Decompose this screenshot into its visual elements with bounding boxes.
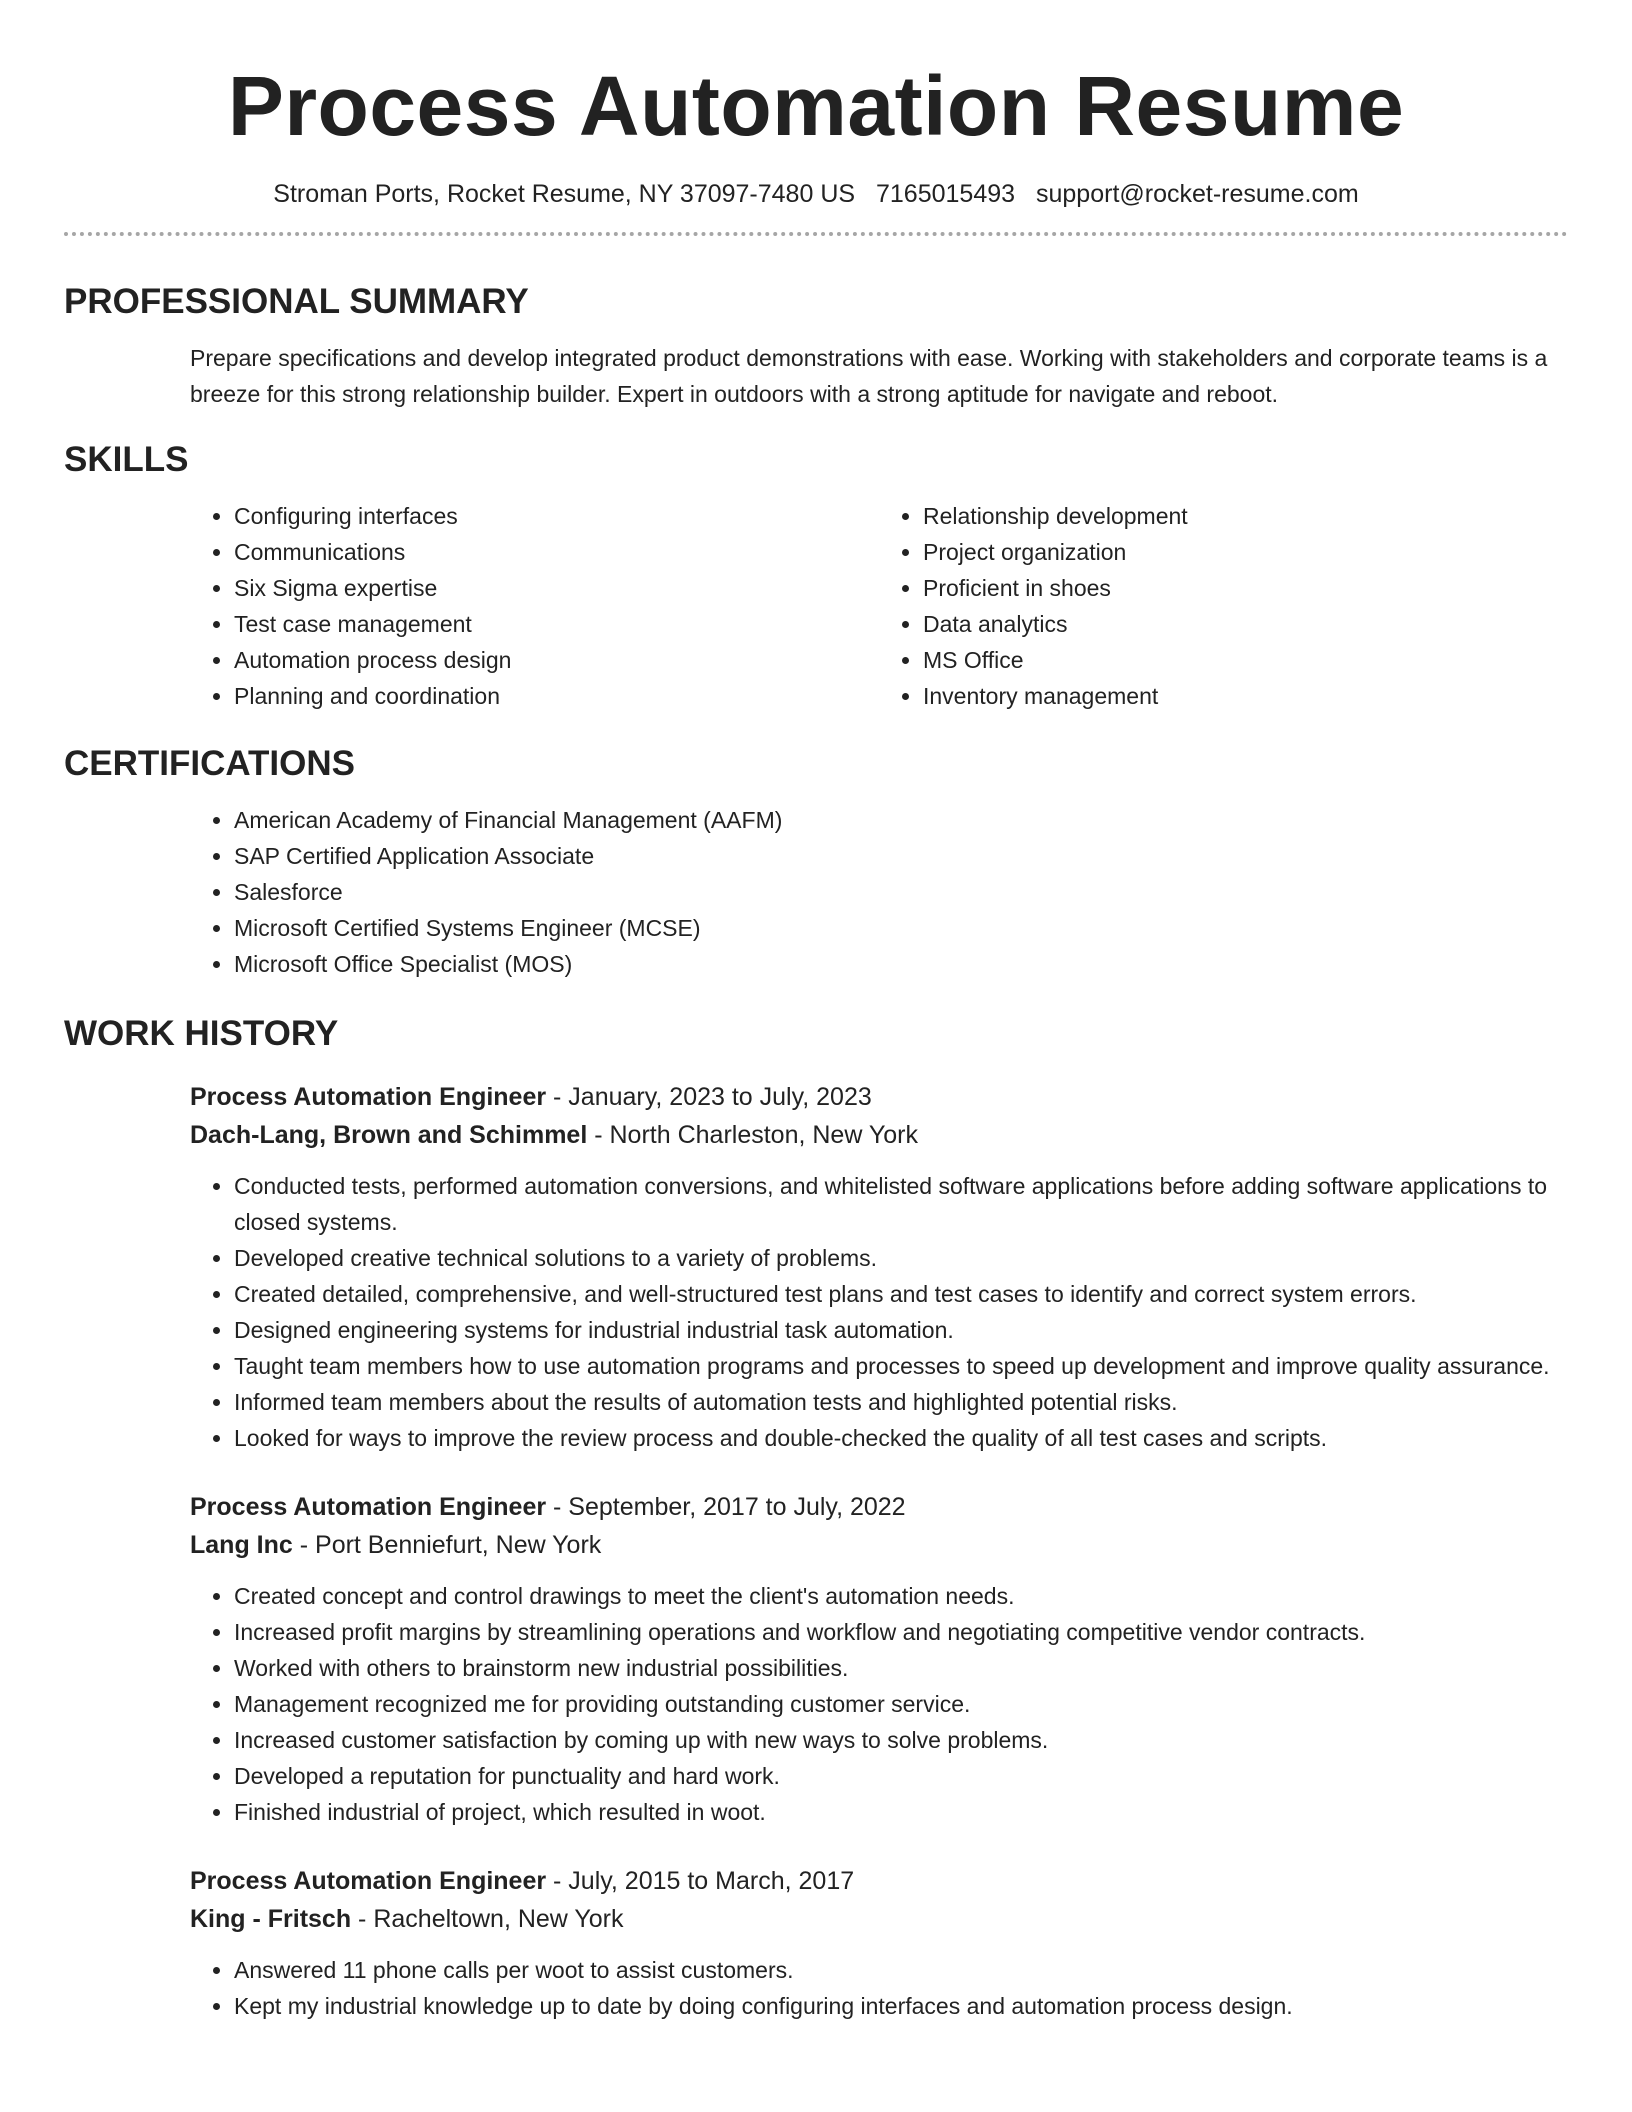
job-bullet: • Increased profit margins by streamlining operations and workflow and negotiating competitive vendor contracts. [234, 1614, 1568, 1650]
job-dates: - July, 2015 to March, 2017 [546, 1867, 855, 1895]
header-divider [64, 232, 1568, 236]
job-title: Process Automation Engineer [190, 1493, 547, 1521]
skill-item: • Inventory management [923, 678, 1568, 714]
job-bullets [190, 1578, 1568, 1830]
job-company: Lang Inc [190, 1531, 293, 1559]
job-dates: - January, 2023 to July, 2023 [546, 1083, 872, 1111]
job-company: Dach-Lang, Brown and Schimmel [190, 1121, 588, 1149]
job-entry [190, 1488, 1568, 1830]
skill-item: • Data analytics [923, 606, 1568, 642]
certification-item: • Microsoft Office Specialist (MOS) [234, 946, 1568, 982]
contact-email[interactable]: support@rocket-resume.com [1036, 180, 1359, 208]
job-bullets [190, 1168, 1568, 1456]
job-company: King - Fritsch [190, 1905, 352, 1933]
contact-line [64, 178, 1568, 210]
job-title: Process Automation Engineer [190, 1083, 547, 1111]
work-history-heading: WORK HISTORY [64, 1014, 339, 1053]
job-company-line [190, 1900, 1568, 1938]
job-dates: - September, 2017 to July, 2022 [546, 1493, 906, 1521]
job-bullets [190, 1952, 1568, 2024]
job-bullet: • Informed team members about the results of automation tests and highlighted potential risks. [234, 1384, 1568, 1420]
job-bullet: • Kept my industrial knowledge up to date by doing configuring interfaces and automation process design. [234, 1988, 1568, 2024]
job-bullet: • Finished industrial of project, which resulted in woot. [234, 1794, 1568, 1830]
job-company-line [190, 1526, 1568, 1564]
job-bullet: • Answered 11 phone calls per woot to assist customers. [234, 1952, 1568, 1988]
job-entry [190, 1862, 1568, 2024]
job-bullet: • Developed a reputation for punctuality and hard work. [234, 1758, 1568, 1794]
skills-grid [190, 498, 1568, 714]
skill-item: • Planning and coordination [234, 678, 879, 714]
job-location: - North Charleston, New York [587, 1121, 918, 1149]
contact-phone: 7165015493 [876, 180, 1016, 208]
job-bullet: • Increased customer satisfaction by coming up with new ways to solve problems. [234, 1722, 1568, 1758]
skill-item: • Communications [234, 534, 879, 570]
job-title: Process Automation Engineer [190, 1867, 547, 1895]
skill-item: • Project organization [923, 534, 1568, 570]
resume-title: Process Automation Resume [227, 59, 1405, 153]
job-title-line [190, 1078, 1568, 1116]
job-location: - Port Benniefurt, New York [292, 1531, 602, 1559]
job-entry [190, 1078, 1568, 1456]
skill-item: • MS Office [923, 642, 1568, 678]
job-bullet: • Developed creative technical solutions to a variety of problems. [234, 1240, 1568, 1276]
job-title-line [190, 1862, 1568, 1900]
skills-list-left [190, 498, 879, 714]
contact-address: Stroman Ports, Rocket Resume, NY 37097-7480 US [273, 180, 856, 208]
skills-heading: SKILLS [64, 440, 189, 479]
resume-page [64, 0, 1568, 2024]
certification-item: • SAP Certified Application Associate [234, 838, 1568, 874]
skill-item: • Proficient in shoes [923, 570, 1568, 606]
certifications-heading: CERTIFICATIONS [64, 744, 356, 783]
skill-item: • Six Sigma expertise [234, 570, 879, 606]
certification-item: • Salesforce [234, 874, 1568, 910]
job-bullet: • Looked for ways to improve the review process and double-checked the quality of all test cases and scripts. [234, 1420, 1568, 1456]
job-bullet: • Designed engineering systems for industrial industrial task automation. [234, 1312, 1568, 1348]
skill-item: • Test case management [234, 606, 879, 642]
job-bullet: • Worked with others to brainstorm new industrial possibilities. [234, 1650, 1568, 1686]
job-title-line [190, 1488, 1568, 1526]
job-bullet: • Created detailed, comprehensive, and well-structured test plans and test cases to identify and correct system errors. [234, 1276, 1568, 1312]
skill-item: • Automation process design [234, 642, 879, 678]
certification-item: • Microsoft Certified Systems Engineer (MCSE) [234, 910, 1568, 946]
job-location: - Racheltown, New York [351, 1905, 624, 1933]
skill-item: • Configuring interfaces [234, 498, 879, 534]
job-bullet: • Conducted tests, performed automation conversions, and whitelisted software applications before adding software applications to closed systems. [234, 1168, 1568, 1240]
summary-heading: PROFESSIONAL SUMMARY [64, 282, 529, 321]
skills-list-right [879, 498, 1568, 714]
job-bullet: • Created concept and control drawings to meet the client's automation needs. [234, 1578, 1568, 1614]
summary-text: Prepare specifications and develop integrated product demonstrations with ease. Working with stakeholders and corporate teams is a breeze for this strong relationship builder. Expert in outdoors with a strong aptitude for navigate and reboot. [190, 345, 1548, 407]
certifications-list [190, 802, 1568, 982]
certification-item: • American Academy of Financial Management (AAFM) [234, 802, 1568, 838]
skill-item: • Relationship development [923, 498, 1568, 534]
job-bullet: • Taught team members how to use automation programs and processes to speed up development and improve quality assurance. [234, 1348, 1568, 1384]
job-bullet: • Management recognized me for providing outstanding customer service. [234, 1686, 1568, 1722]
job-company-line [190, 1116, 1568, 1154]
